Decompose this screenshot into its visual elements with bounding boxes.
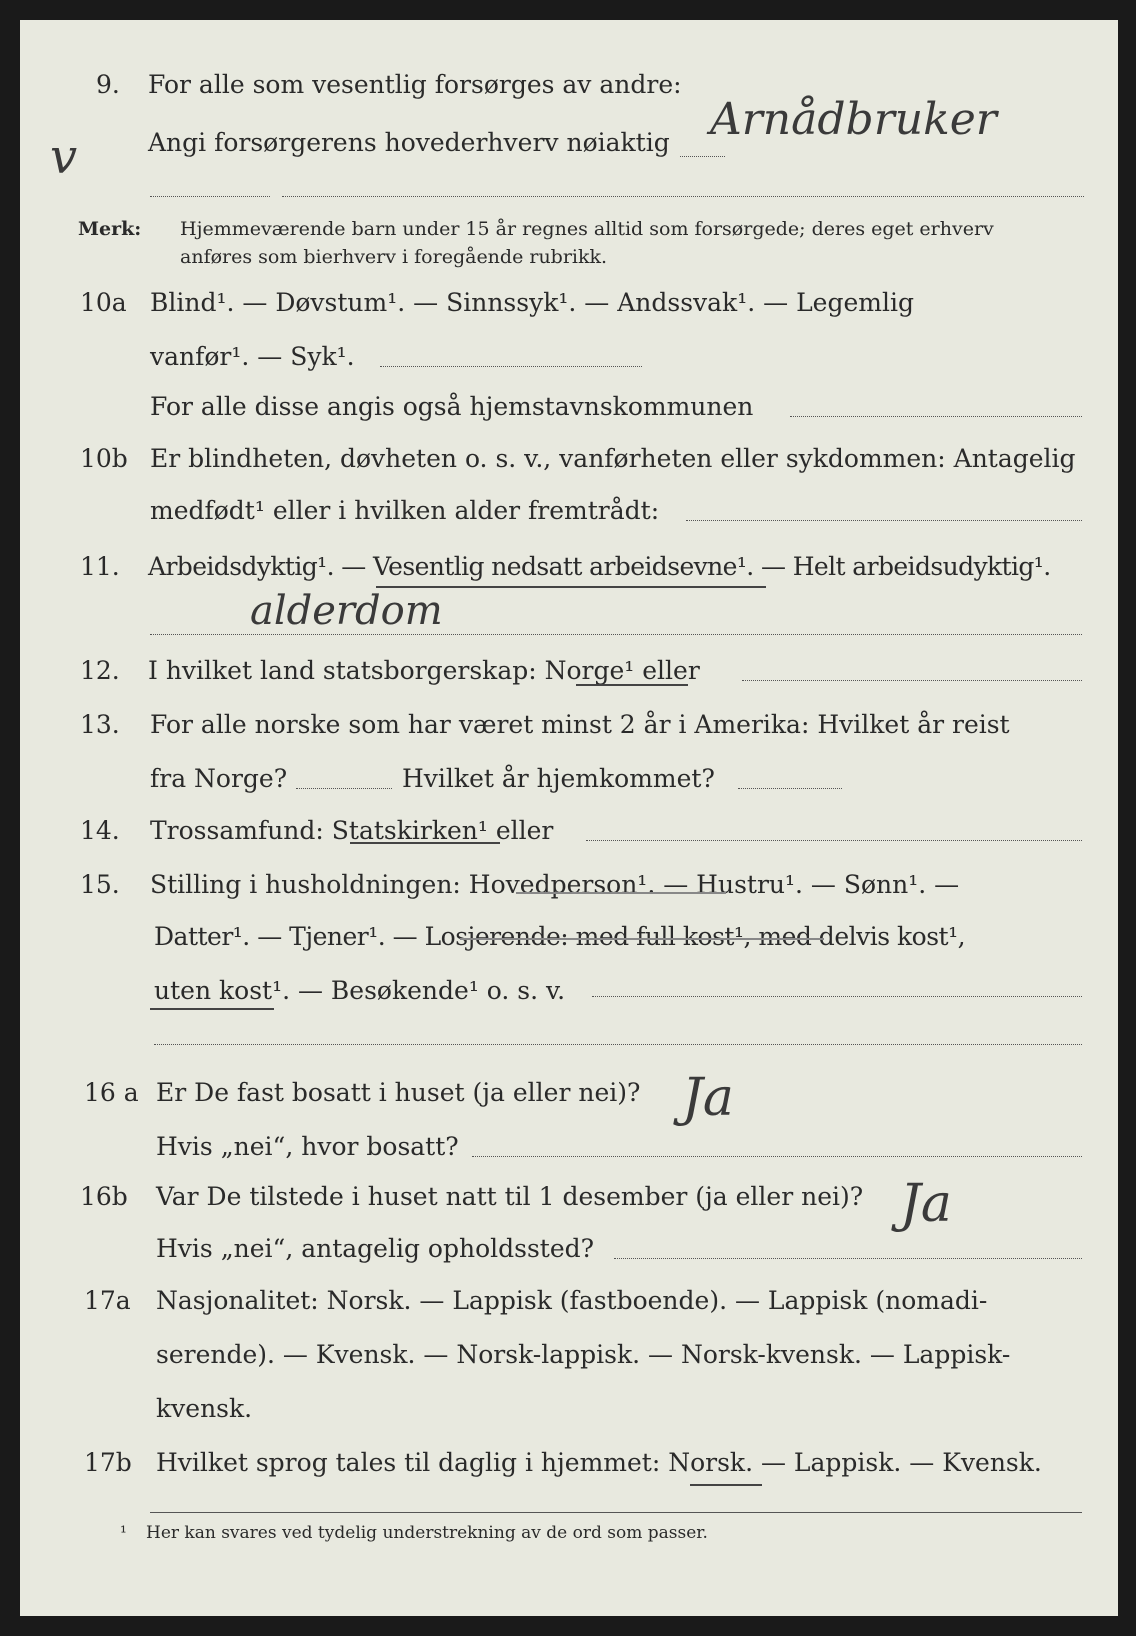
q12-answer-line[interactable] [742, 680, 1082, 681]
q10a-number: 10a [80, 288, 127, 317]
q16b-followup: Hvis „nei“, antagelig opholdssted? [156, 1234, 595, 1263]
census-form-page [20, 20, 1118, 1616]
q9-answer-line[interactable] [680, 156, 725, 157]
q13-hjemkommet-line[interactable] [738, 788, 842, 789]
q13-reist-line[interactable] [296, 788, 392, 789]
footnote-text: Her kan svares ved tydelig understrekning av de ord som passer. [146, 1523, 708, 1543]
q16a-answer[interactable]: Ja [682, 1068, 734, 1128]
q10a-hjemstavn: For alle disse angis også hjemstavnskommunen [150, 392, 754, 421]
q9-extra-line-b[interactable] [282, 196, 1084, 197]
q15-extra-line[interactable] [154, 1044, 1082, 1045]
q15-strikeout-1 [516, 892, 726, 894]
q16b-number: 16b [80, 1182, 128, 1211]
q15-answer-line[interactable] [592, 996, 1082, 997]
q12-number: 12. [80, 656, 120, 685]
q17b-underline [690, 1484, 762, 1486]
q14-number: 14. [80, 816, 120, 845]
q17a-options-1: Nasjonalitet: Norsk. — Lappisk (fastboende). — Lappisk (nomadi- [156, 1286, 988, 1315]
q10a-options-1: Blind¹. — Døvstum¹. — Sinnssyk¹. — Andssvak¹. — Legemlig [150, 288, 914, 317]
q15-underline [150, 1008, 274, 1010]
q9-instruction: Angi forsørgerens hovederhverv nøiaktig [148, 128, 670, 157]
q16b-followup-line[interactable] [614, 1258, 1082, 1259]
q15-options-3: uten kost¹. — Besøkende¹ o. s. v. [154, 976, 566, 1005]
q15-strikeout-2 [460, 938, 824, 940]
q11-number: 11. [80, 552, 120, 581]
q10a-options-2: vanfør¹. — Syk¹. [150, 342, 355, 371]
q14-question: Trossamfund: Statskirken¹ eller [150, 816, 554, 845]
q10b-number: 10b [80, 444, 128, 473]
q11-answer[interactable]: alderdom [250, 588, 443, 634]
q11-options: Arbeidsdyktig¹. — Vesentlig nedsatt arbeidsevne¹. — Helt arbeidsudyktig¹. [148, 552, 1051, 581]
q17b-number: 17b [84, 1448, 132, 1477]
q17a-options-3: kvensk. [156, 1394, 253, 1423]
footnote-rule [150, 1512, 1082, 1513]
q16b-answer[interactable]: Ja [900, 1174, 952, 1234]
q15-options-1: Stilling i husholdningen: Hovedperson¹. — Hustru¹. — Sønn¹. — [150, 870, 960, 899]
q17b-question: Hvilket sprog tales til daglig i hjemmet: Norsk. — Lappisk. — Kvensk. [156, 1448, 1042, 1477]
q14-underline [350, 842, 500, 844]
q9-number: 9. [96, 70, 120, 99]
q14-answer-line[interactable] [586, 840, 1082, 841]
q11-answer-line[interactable] [150, 634, 1082, 635]
q13-question: For alle norske som har været minst 2 år i Amerika: Hvilket år reist [150, 710, 1010, 739]
q15-number: 15. [80, 870, 120, 899]
q13-hjemkommet: Hvilket år hjemkommet? [402, 764, 715, 793]
q12-question: I hvilket land statsborgerskap: Norge¹ eller [148, 656, 700, 685]
q16a-number: 16 a [84, 1078, 139, 1107]
q10b-answer-line[interactable] [686, 520, 1082, 521]
q13-number: 13. [80, 710, 120, 739]
q9-margin-mark: v [50, 129, 78, 185]
merk-label: Merk: [78, 218, 142, 240]
q10a-answer-line[interactable] [380, 366, 642, 367]
q10b-question-2: medfødt¹ eller i hvilken alder fremtrådt: [150, 496, 660, 525]
merk-text-2: anføres som bierhverv i foregående rubrikk. [180, 246, 608, 268]
q10b-question: Er blindheten, døvheten o. s. v., vanførheten eller sykdommen: Antagelig [150, 444, 1076, 473]
q9-answer[interactable]: Arnådbruker [710, 94, 997, 145]
q17a-number: 17a [84, 1286, 131, 1315]
q15-options-2: Datter¹. — Tjener¹. — Losjerende: med full kost¹, med delvis kost¹, [154, 922, 966, 951]
q16a-followup: Hvis „nei“, hvor bosatt? [156, 1132, 459, 1161]
q10a-hjemstavn-line[interactable] [790, 416, 1082, 417]
q12-underline [576, 684, 688, 686]
q17a-options-2: serende). — Kvensk. — Norsk-lappisk. — Norsk-kvensk. — Lappisk- [156, 1340, 1011, 1369]
q16b-question: Var De tilstede i huset natt til 1 desember (ja eller nei)? [156, 1182, 864, 1211]
q16a-followup-line[interactable] [472, 1156, 1082, 1157]
footnote-mark: ¹ [120, 1523, 127, 1543]
merk-text-1: Hjemmeværende barn under 15 år regnes alltid som forsørgede; deres eget erhverv [180, 218, 994, 240]
q13-reist: fra Norge? [150, 764, 288, 793]
q9-extra-line-a[interactable] [150, 196, 270, 197]
q16a-question: Er De fast bosatt i huset (ja eller nei)? [156, 1078, 641, 1107]
q9-question: For alle som vesentlig forsørges av andre: [148, 70, 682, 99]
